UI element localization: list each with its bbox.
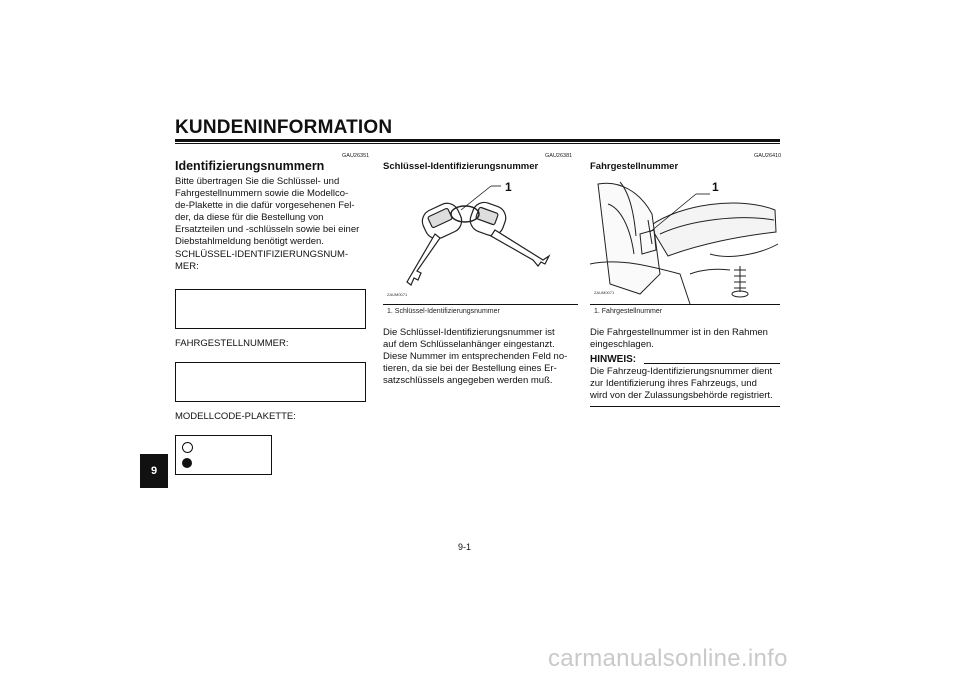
key-number-label: SCHLÜSSEL-IDENTIFIZIERUNGSNUM- bbox=[175, 249, 349, 260]
note-line: wird von der Zulassungsbehörde registriert. bbox=[590, 390, 773, 401]
figure-caption: 1. Fahrgestellnummer bbox=[594, 308, 663, 315]
note-label: HINWEIS: bbox=[590, 354, 637, 365]
note-rule bbox=[644, 363, 780, 364]
empty-circle-icon bbox=[182, 442, 193, 453]
key-paragraph bbox=[383, 327, 575, 387]
note-line: zur Identifizierung ihres Fahrzeugs, und bbox=[590, 378, 757, 389]
model-code-field[interactable] bbox=[175, 435, 272, 475]
paragraph-line: Diebstahlmeldung benötigt werden. bbox=[175, 236, 324, 247]
figure-code: ZAUM0071 bbox=[594, 290, 615, 295]
figure-callout: 1 bbox=[505, 180, 512, 194]
paragraph-line: der, da diese für die Bestellung von bbox=[175, 212, 324, 223]
paragraph-line: Die Schlüssel-Identifizierungsnummer ist bbox=[383, 327, 555, 338]
frame-number-label: FAHRGESTELLNUMMER: bbox=[175, 338, 289, 349]
title-rule-thin bbox=[175, 143, 780, 144]
intro-paragraph bbox=[175, 176, 365, 248]
note-end-rule bbox=[590, 406, 780, 407]
frame-paragraph bbox=[590, 327, 780, 351]
scooter-frame-illustration bbox=[590, 174, 780, 304]
caption-rule bbox=[383, 304, 578, 305]
chapter-tab: 9 bbox=[140, 454, 168, 488]
section-heading: Fahrgestellnummer bbox=[590, 161, 679, 172]
section-heading: Schlüssel-Identifizierungsnummer bbox=[383, 161, 539, 172]
figure-code: ZAUM0071 bbox=[387, 292, 408, 297]
filled-circle-icon bbox=[182, 458, 192, 468]
paragraph-line: Die Fahrgestellnummer ist in den Rahmen bbox=[590, 327, 768, 338]
note-line: Die Fahrzeug-Identifizierungsnummer dient bbox=[590, 366, 773, 377]
paragraph-line: Bitte übertragen Sie die Schlüssel- und bbox=[175, 176, 340, 187]
page-number: 9-1 bbox=[458, 542, 472, 552]
paragraph-line: de-Plakette in die dafür vorgesehenen Fel- bbox=[175, 200, 355, 211]
section-code: GAU26351 bbox=[342, 153, 370, 159]
frame-number-field[interactable] bbox=[175, 362, 366, 402]
paragraph-line: eingeschlagen. bbox=[590, 339, 654, 350]
paragraph-line: auf dem Schlüsselanhänger eingestanzt. bbox=[383, 339, 555, 350]
key-number-label-cont: MER: bbox=[175, 261, 199, 272]
section-heading: Identifizierungsnummern bbox=[175, 159, 325, 173]
paragraph-line: Fahrgestellnummern sowie die Modellco- bbox=[175, 188, 349, 199]
paragraph-line: tieren, da sie bei der Bestellung eines Er- bbox=[383, 363, 557, 374]
caption-rule bbox=[590, 304, 780, 305]
paragraph-line: Ersatzteilen und -schlüsseln sowie bei einer bbox=[175, 224, 360, 235]
frame-figure bbox=[590, 174, 780, 304]
page-title: KUNDENINFORMATION bbox=[175, 117, 393, 138]
figure-callout: 1 bbox=[712, 180, 719, 194]
section-code: GAU26381 bbox=[545, 153, 573, 159]
key-figure bbox=[383, 174, 578, 304]
key-number-field[interactable] bbox=[175, 289, 366, 329]
paragraph-line: Diese Nummer im entsprechenden Feld no- bbox=[383, 351, 568, 362]
section-code: GAU26410 bbox=[754, 153, 782, 159]
model-code-label: MODELLCODE-PLAKETTE: bbox=[175, 411, 296, 422]
figure-caption: 1. Schlüssel-Identifizierungsnummer bbox=[387, 308, 500, 315]
note-text bbox=[590, 366, 780, 402]
watermark: carmanualsonline.info bbox=[548, 645, 788, 672]
paragraph-line: satzschlüssels angegeben werden muß. bbox=[383, 375, 553, 386]
keys-illustration bbox=[383, 174, 578, 304]
title-rule bbox=[175, 139, 780, 142]
